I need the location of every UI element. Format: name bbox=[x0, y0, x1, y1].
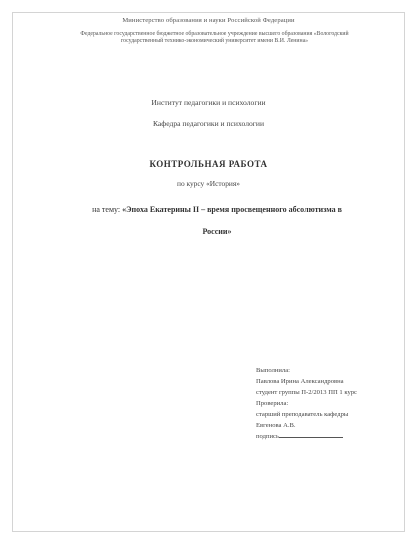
signature-block bbox=[256, 365, 396, 442]
signature-line bbox=[256, 431, 396, 442]
institute-name: Институт педагогики и психологии bbox=[151, 98, 266, 107]
topic-block bbox=[85, 199, 349, 243]
teacher-position: старший преподаватель кафедры bbox=[256, 411, 349, 418]
signature-label: подпись bbox=[256, 433, 279, 440]
department-name: Кафедра педагогики и психологии bbox=[152, 119, 265, 128]
work-title: КОНТРОЛЬНАЯ РАБОТА bbox=[149, 159, 268, 169]
ministry-line: Министерство образования и науки Российской Федерации bbox=[122, 17, 295, 24]
student-group: студент группы П-2/2013 ПП 1 курс bbox=[256, 389, 357, 396]
checked-label: Проверила: bbox=[256, 400, 289, 407]
performed-label: Выполнила: bbox=[256, 367, 290, 374]
teacher-name: Евгенова А.В. bbox=[256, 422, 296, 429]
signature-underline bbox=[279, 431, 343, 438]
topic-label: на тему: bbox=[92, 205, 121, 214]
student-name: Павлова Ирина Александровна bbox=[256, 378, 344, 385]
discipline-line: по курсу «История» bbox=[177, 179, 240, 188]
topic-value: «Эпоха Екатерины II – время просвещенного абсолютизма в России» bbox=[122, 205, 342, 236]
document-page bbox=[12, 12, 405, 532]
institution-name: Федеральное государственное бюджетное образовательное учреждение высшего образования «Вологодский государственный технико-экономический университет имени В.И. Ленина» bbox=[80, 31, 349, 44]
